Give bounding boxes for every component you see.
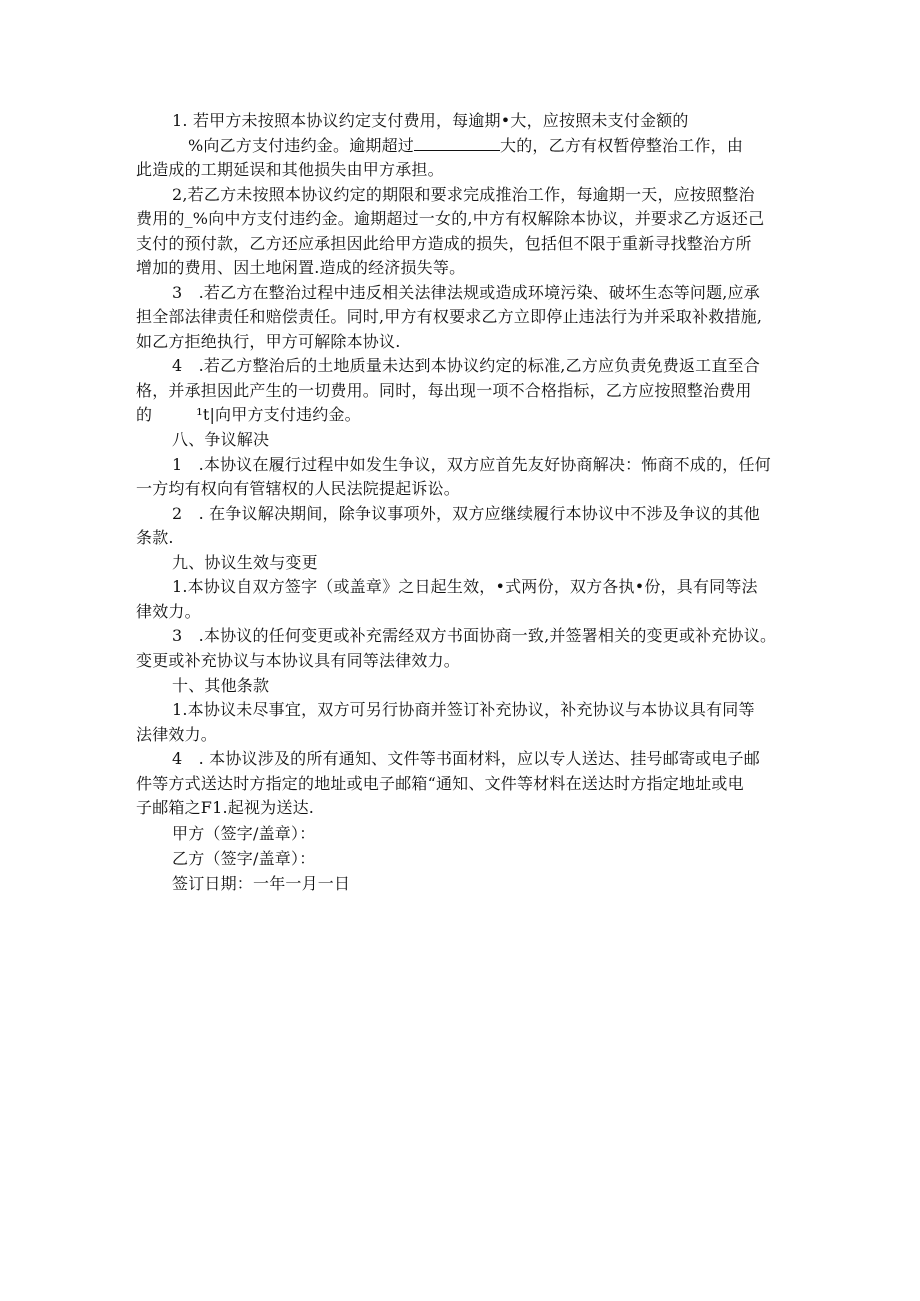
clause-7-1-line-2-part-a: %向乙方支付违约金。逾期超过	[188, 136, 415, 155]
section-10-4-line-2: 件等方式送达时方指定的地址或电子邮箱“通知、文件等材料在送达时方指定地址或电	[136, 774, 744, 793]
party-b-signature-line: 乙方（签字/盖章）：	[172, 849, 316, 868]
section-9-1-line-2: 律效力。	[136, 602, 201, 621]
clause-7-3-line-3: 如乙方拒绝执行，甲方可解除本协议.	[136, 332, 401, 351]
section-9-3-line-1: 3 .本协议的任何变更或补充需经双方书面协商一致,并签署相关的变更或补充协议。	[172, 626, 777, 645]
section-10-1-line-2: 法律效力。	[136, 725, 218, 744]
signing-date-line: 签订日期：一年一月一日	[172, 874, 351, 893]
clause-7-2-line-2: 费用的_%向中方支付违约金。逾期超过一女的,中方有权解除本协议，并要求乙方返还己	[136, 209, 765, 228]
clause-7-2-line-3: 支付的预付款，乙方还应承担因此给甲方造成的损失，包括但不限于重新寻找整治方所	[136, 234, 752, 253]
clause-7-1-line-2	[188, 135, 743, 157]
clause-7-4-line-3-part-b: ¹t|向甲方支付违约金。	[196, 405, 361, 424]
clause-7-1-line-1: 1. 若甲方未按照本协议约定支付费用，每逾期•大，应按照未支付金额的	[172, 111, 689, 130]
clause-7-1-line-2-part-b: 大的，乙方有权暂停整治工作，由	[500, 136, 744, 155]
clause-7-4-line-1: 4 .若乙方整治后的土地质量未达到本协议约定的标准,乙方应负责免费返工直至合	[172, 356, 760, 375]
section-9-3-line-2: 变更或补充协议与本协议具有同等法律效力。	[136, 651, 461, 670]
party-a-signature-line: 甲方（签字/盖章）：	[172, 824, 316, 843]
clause-7-3-line-2: 担全部法律责任和赔偿责任。同时,甲方有权要求乙方立即停止违法行为并采取补救措施,	[136, 307, 763, 326]
section-10-4-line-3: 子邮箱之F1.起视为送达.	[136, 798, 315, 817]
section-8-2-line-2: 条款.	[136, 528, 174, 547]
clause-7-2-line-4: 增加的费用、因土地闲置.造成的经济损失等。	[136, 258, 466, 277]
clause-7-3-line-1: 3 .若乙方在整治过程中违反相关法律法规或造成环境污染、破坏生态等问题,应承	[172, 283, 760, 302]
section-10-1-line-1: 1.本协议未尽事宜，双方可另行协商并签订补充协议，补充协议与本协议具有同等	[172, 700, 755, 719]
clause-7-4-line-3	[136, 404, 361, 426]
clause-7-4-line-3-part-a: 的	[136, 405, 153, 424]
section-8-heading: 八、争议解决	[172, 430, 270, 449]
fill-in-blank	[414, 136, 500, 151]
section-9-1-line-1: 1.本协议自双方签字（或盖章》之日起生效，•式两份，双方各执•份，具有同等法	[172, 577, 758, 596]
section-10-heading: 十、其他条款	[172, 676, 270, 695]
section-8-2-line-1: 2 . 在争议解决期间，除争议事项外，双方应继续履行本协议中不涉及争议的其他	[172, 504, 760, 523]
clause-7-2-line-1: 2,若乙方未按照本协议约定的期限和要求完成推治工作，每逾期一天，应按照整治	[172, 185, 755, 204]
section-10-4-line-1: 4 . 本协议涉及的所有通知、文件等书面材料，应以专人送达、挂号邮寄或电子邮	[172, 749, 760, 768]
clause-7-4-line-2: 格，并承担因此产生的一切费用。同时，每出现一项不合格指标，乙方应按照整治费用	[136, 381, 752, 400]
clause-7-1-line-3: 此造成的工期延误和其他损失由甲方承担。	[136, 160, 444, 179]
section-8-1-line-1: 1 .本协议在履行过程中如发生争议，双方应首先友好协商解决：怖商不成的，任何	[172, 455, 771, 474]
section-9-heading: 九、协议生效与变更	[172, 553, 318, 572]
section-8-1-line-2: 一方均有权向有管辖权的人民法院提起诉讼。	[136, 479, 461, 498]
